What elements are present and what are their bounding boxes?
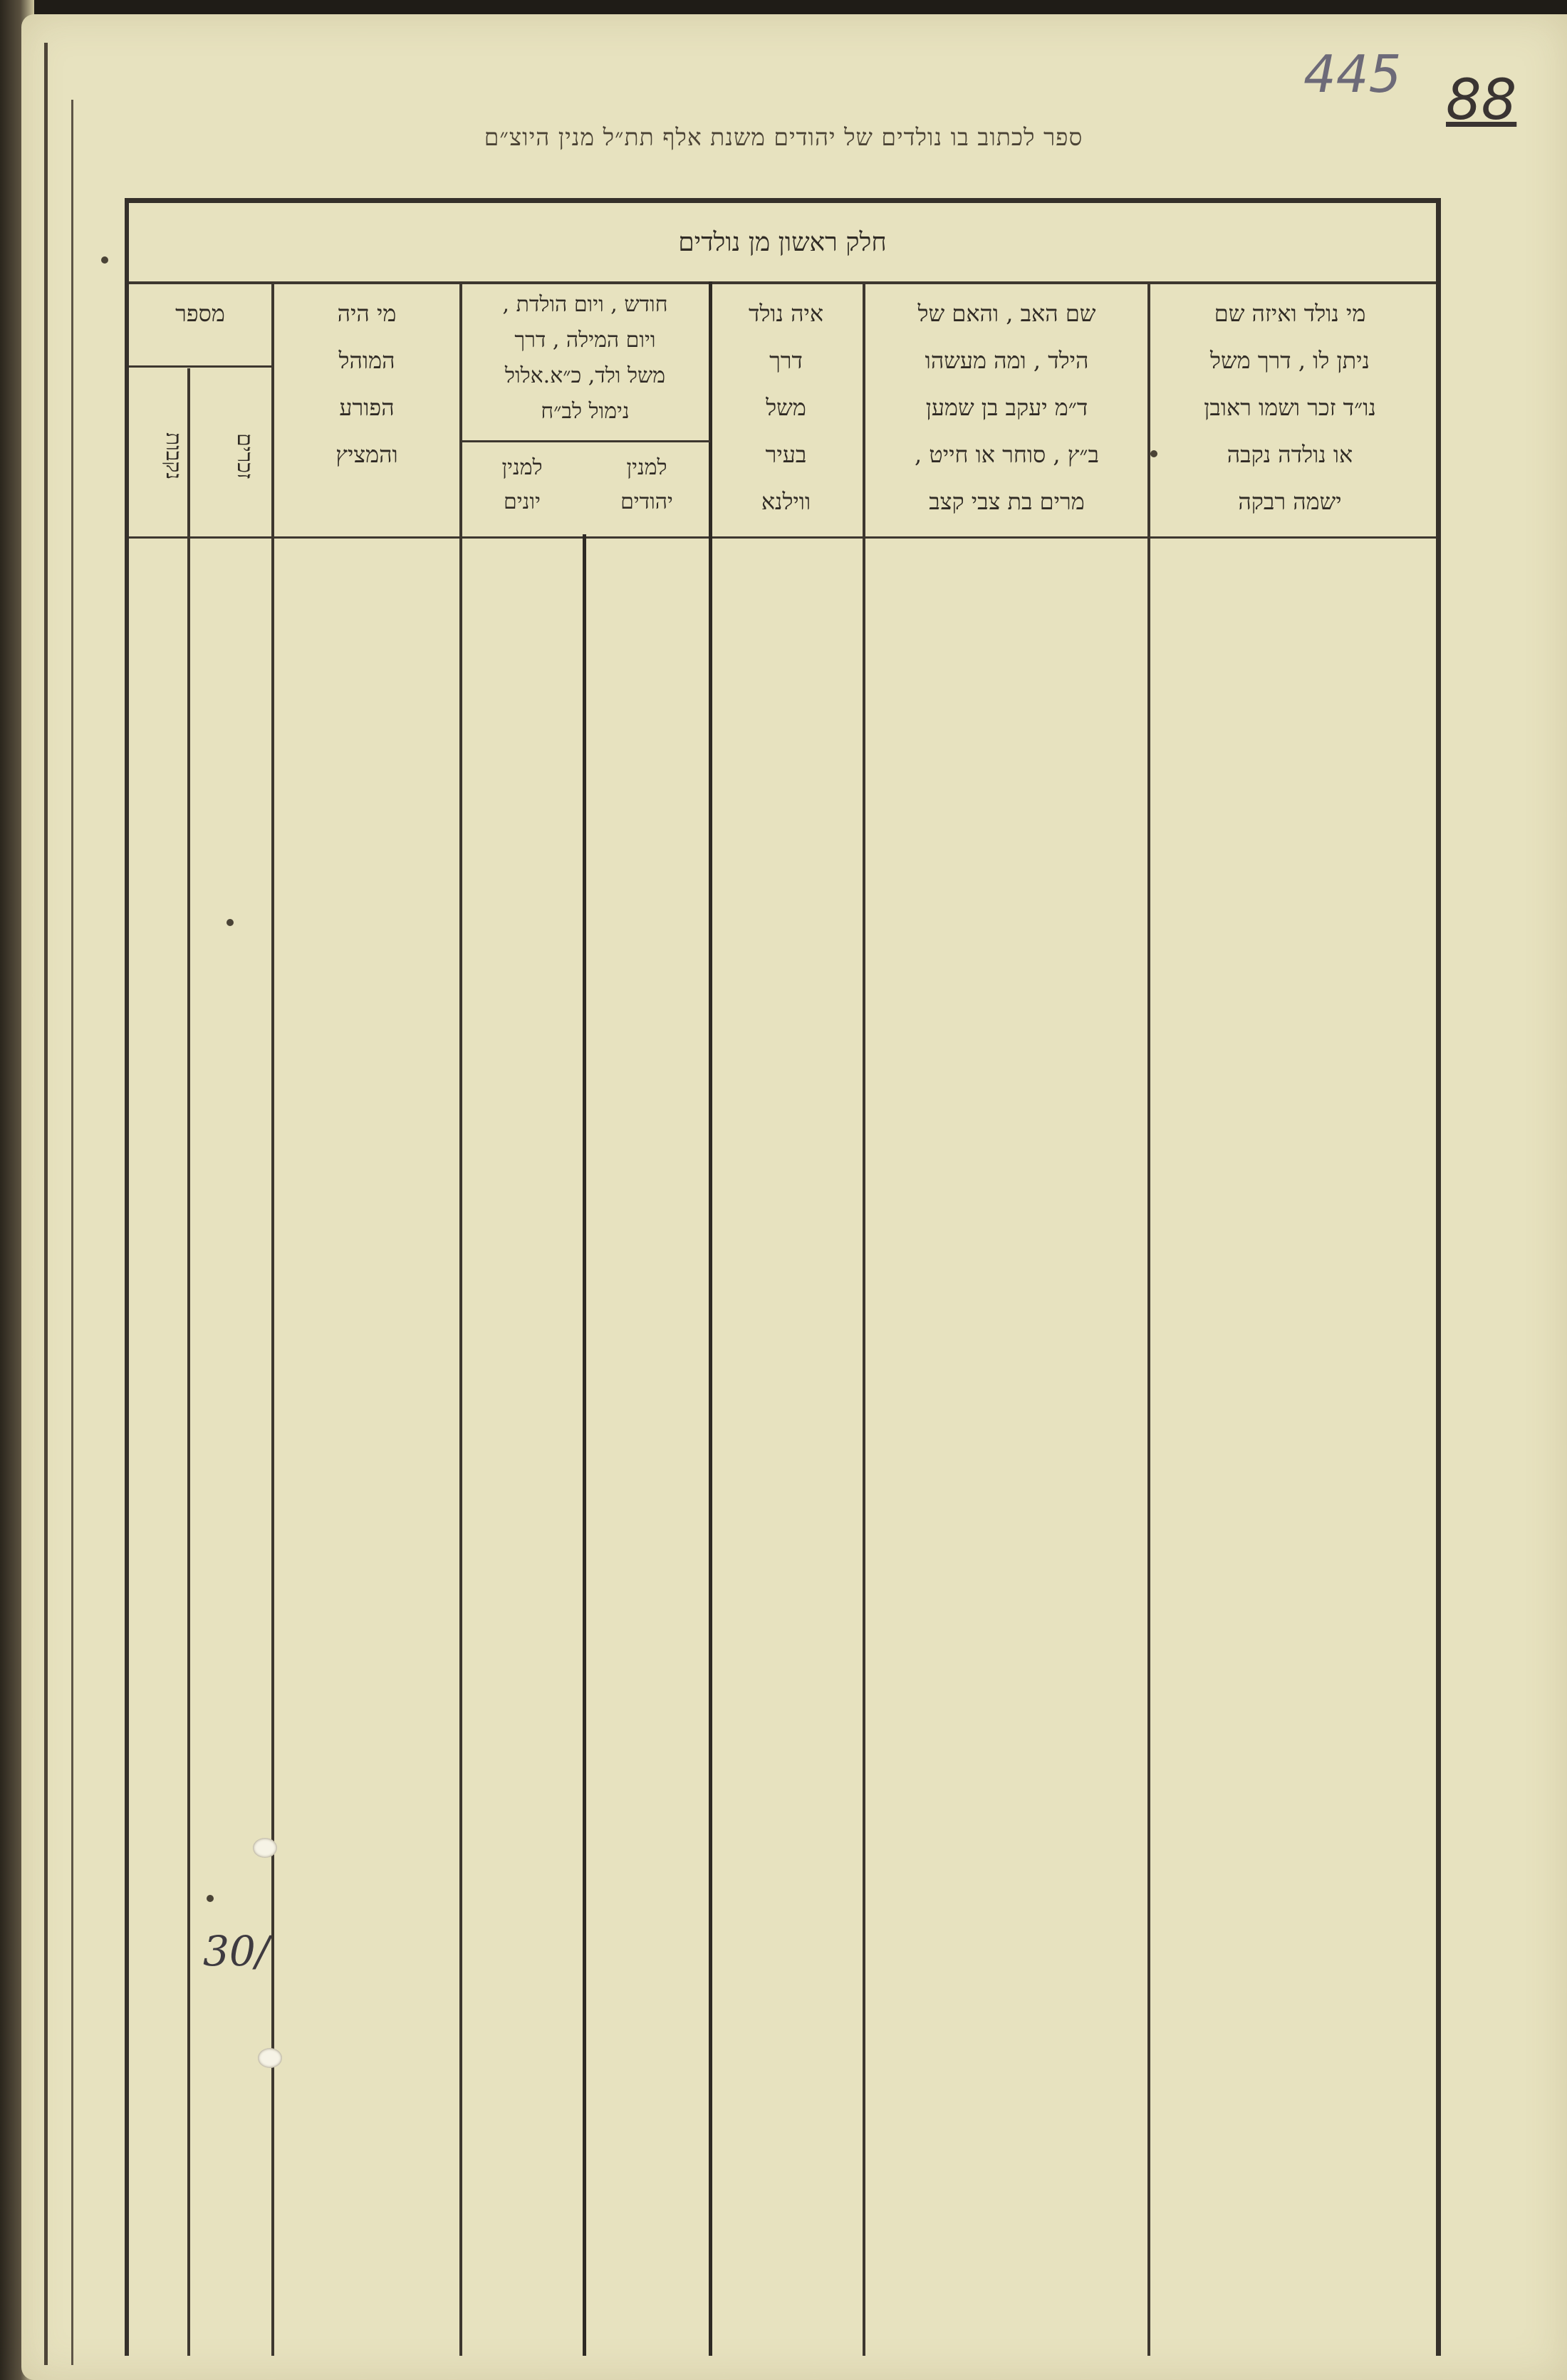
header-parents: שם האב , והאם של הילד , ומה מעשהו ד״מ יעקב בן שמען ב״ץ , סוחר או חייט , מרים בת צבי קצב bbox=[915, 300, 1099, 515]
paper-spot bbox=[1150, 450, 1157, 457]
folio-number-pencil: 445 bbox=[1303, 44, 1402, 104]
header-date-gentile: למנין יונים bbox=[501, 455, 543, 514]
header-mohel: מי היה המוהל הפורע והמציץ bbox=[335, 300, 398, 468]
column-divider bbox=[709, 281, 712, 2356]
paper-spot bbox=[227, 919, 234, 926]
header-males: זכרים bbox=[232, 432, 257, 479]
paper-spot bbox=[207, 1895, 214, 1902]
column-divider bbox=[1147, 281, 1150, 2356]
running-header: ספר לכתוב בו נולדים של יהודים משנת אלף תת״ל מנין היוצ״ם bbox=[484, 123, 1083, 151]
number-subheader-line bbox=[129, 365, 273, 368]
header-divider bbox=[129, 536, 1436, 539]
header-date: חודש , ויום הולדת , ויום המילה , דרך משל ולד, כ״א.אלול נימול לב״ח bbox=[502, 292, 668, 424]
header-child: מי נולד ואיזה שם ניתן לו , דרך משל נו״ד זכר ושמו ראובן או נולדה נקבה ישמה רבקה bbox=[1204, 300, 1376, 515]
date-subheader-line bbox=[459, 440, 710, 442]
folio-number-ink: 88 bbox=[1446, 68, 1517, 132]
paper-hole bbox=[253, 1838, 277, 1858]
column-divider bbox=[583, 534, 586, 2356]
column-divider bbox=[271, 281, 274, 2356]
page-edge-line bbox=[71, 100, 73, 2365]
header-number: מספר bbox=[175, 300, 225, 327]
column-divider bbox=[459, 281, 462, 2356]
section-title: חלק ראשון מן נולדים bbox=[129, 203, 1436, 284]
paper-hole bbox=[258, 2048, 282, 2068]
birth-register-table bbox=[125, 198, 1441, 2356]
header-birthplace: איה נולד דרך משל בעיר ווילנא bbox=[748, 300, 824, 515]
header-date-jewish: למנין יהודים bbox=[620, 455, 673, 514]
margin-note: 30/ bbox=[203, 1927, 270, 1975]
column-divider bbox=[187, 368, 190, 2356]
column-divider bbox=[863, 281, 865, 2356]
page-edge-line bbox=[44, 43, 48, 2365]
paper-spot bbox=[101, 256, 108, 264]
header-females: נקבות bbox=[161, 432, 186, 480]
